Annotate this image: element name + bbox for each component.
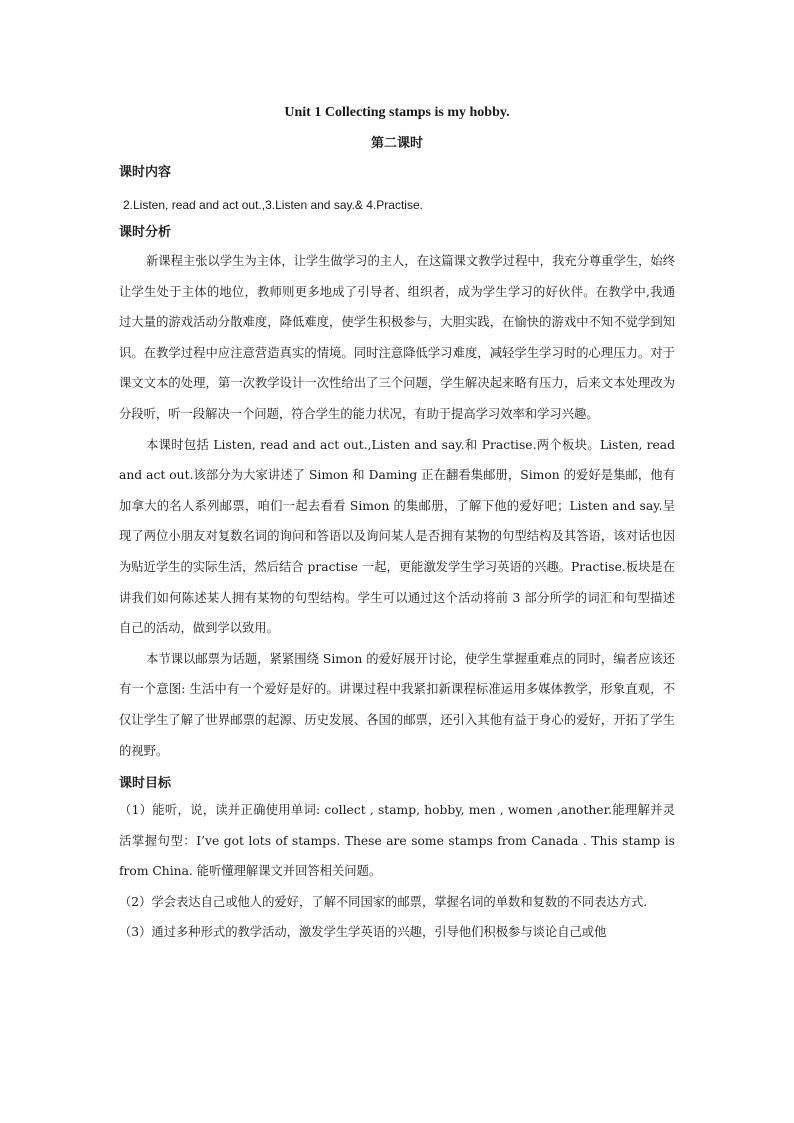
section-heading-content: 课时内容 bbox=[119, 165, 172, 180]
section-heading-analysis: 课时分析 bbox=[119, 225, 172, 240]
analysis-paragraph: 本节课以邮票为话题，紧紧围绕 Simon 的爱好展开讨论，使学生掌握重难点的同时，编者应该还有一个意图: 生活中有一个爱好是好的。讲课过程中我紧扣新课程标准运用多媒体教学，形象直观，不仅让学生了解了世界邮票的起源、历史发展、各国的邮票，还引入其他有益于身心的爱好，开拓了学生的视野。 bbox=[119, 651, 675, 758]
objective-item: （1）能听，说，读并正确使用单词: collect , stamp, hobby, men , women ,another.能理解并灵活掌握句型：I’ve got lots of stamps. These are some stamps from Canada . This stamp is from China. 能听懂理解课文并回答相关问题。 bbox=[119, 803, 675, 879]
document-title: Unit 1 Collecting stamps is my hobby. bbox=[284, 105, 510, 120]
document-page bbox=[119, 104, 675, 948]
lesson-content-text: 2.Listen, read and act out.,3.Listen and say.& 4.Practise. bbox=[123, 198, 423, 212]
analysis-paragraph: 新课程主张以学生为主体，让学生做学习的主人，在这篇课文教学过程中，我充分尊重学生，始终让学生处于主体的地位，教师则更多地成了引导者、组织者，成为学生学习的好伙伴。在教学中,我通过大量的游戏活动分散难度，降低难度，使学生积极参与，大胆实践，在愉快的游戏中不知不觉学到知识。在教学过程中应注意营造真实的情境。同时注意降低学习难度，减轻学生学习时的心理压力。对于课文文本的处理，第一次教学设计一次性给出了三个问题，学生解决起来略有压力，后来文本处理改为分段听，听一段解决一个问题，符合学生的能力状况，有助于提高学习效率和学习兴趣。 bbox=[119, 254, 675, 421]
lesson-subtitle: 第二课时 bbox=[370, 136, 423, 151]
section-heading-objectives: 课时目标 bbox=[119, 776, 172, 792]
objective-item: （3）通过多种形式的教学活动，激发学生学英语的兴趣，引导他们积极参与谈论自己或他 bbox=[119, 925, 607, 940]
analysis-paragraph: 本课时包括 Listen, read and act out.,Listen and say.和 Practise.两个板块。Listen, read and act out.该部分为大家讲述了 Simon 和 Daming 正在翻看集邮册，Simon 的爱好是集邮，他有加拿大的名人系列邮票，咱们一起去看看 Simon 的集邮册，了解下他的爱好吧；Listen and say.呈现了两位小朋友对复数名词的询问和答语以及询问某人是否拥有某物的句型结构及其答语，该对话也因为贴近学生的实际生活，然后结合 practise 一起，更能激发学生学习英语的兴趣。Practise.板块是在讲我们如何陈述某人拥有某物的句型结构。学生可以通过这个活动将前 3 部分所学的词汇和句型描述自己的活动，做到学以致用。 bbox=[119, 437, 675, 636]
objective-item: （2）学会表达自己或他人的爱好，了解不同国家的邮票，掌握名词的单数和复数的不同表达方式. bbox=[119, 894, 648, 909]
